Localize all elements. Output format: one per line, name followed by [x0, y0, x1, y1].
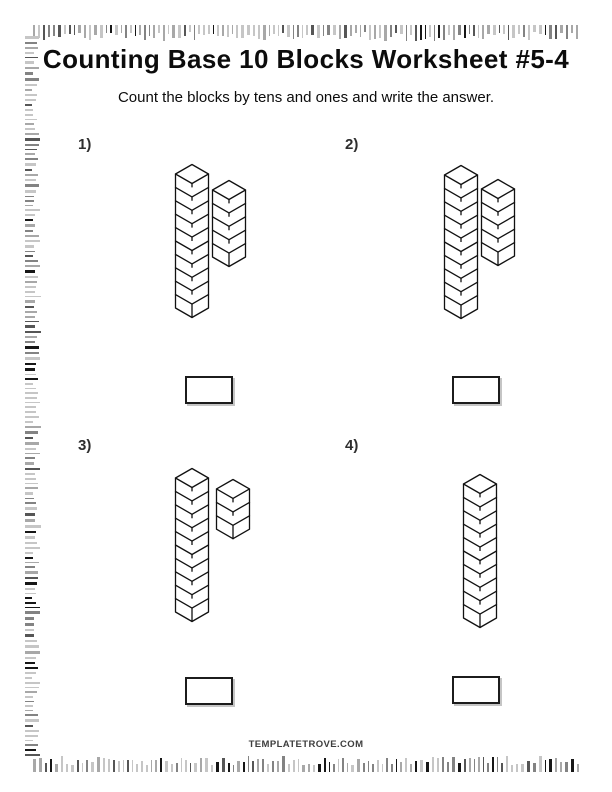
page-title: Counting Base 10 Blocks Worksheet #5-4 — [42, 44, 570, 74]
problem-label: 2) — [345, 136, 359, 153]
ones-stack-figure — [480, 178, 516, 267]
border-ticks-left — [25, 36, 43, 756]
tens-rod-figure — [462, 473, 498, 629]
footer-brand: TEMPLATETROVE.COM — [248, 739, 364, 750]
problem-1 — [60, 130, 332, 426]
problem-label: 4) — [345, 437, 359, 454]
ones-stack-figure — [211, 179, 247, 268]
border-ticks-bottom — [33, 754, 579, 772]
problem-label: 1) — [78, 136, 92, 153]
tens-rod-figure — [174, 163, 210, 319]
answer-box[interactable] — [185, 376, 233, 404]
problem-3 — [60, 430, 332, 726]
problem-2 — [330, 130, 602, 426]
border-ticks-top — [33, 25, 579, 43]
answer-box[interactable] — [185, 677, 233, 705]
problem-label: 3) — [78, 437, 92, 454]
problem-4 — [330, 430, 602, 726]
instructions-text: Count the blocks by tens and ones and write the answer. — [117, 89, 495, 106]
answer-box[interactable] — [452, 376, 500, 404]
tens-rod-figure — [443, 164, 479, 320]
answer-box[interactable] — [452, 676, 500, 704]
ones-stack-figure — [215, 478, 251, 540]
tens-rod-figure — [174, 467, 210, 623]
